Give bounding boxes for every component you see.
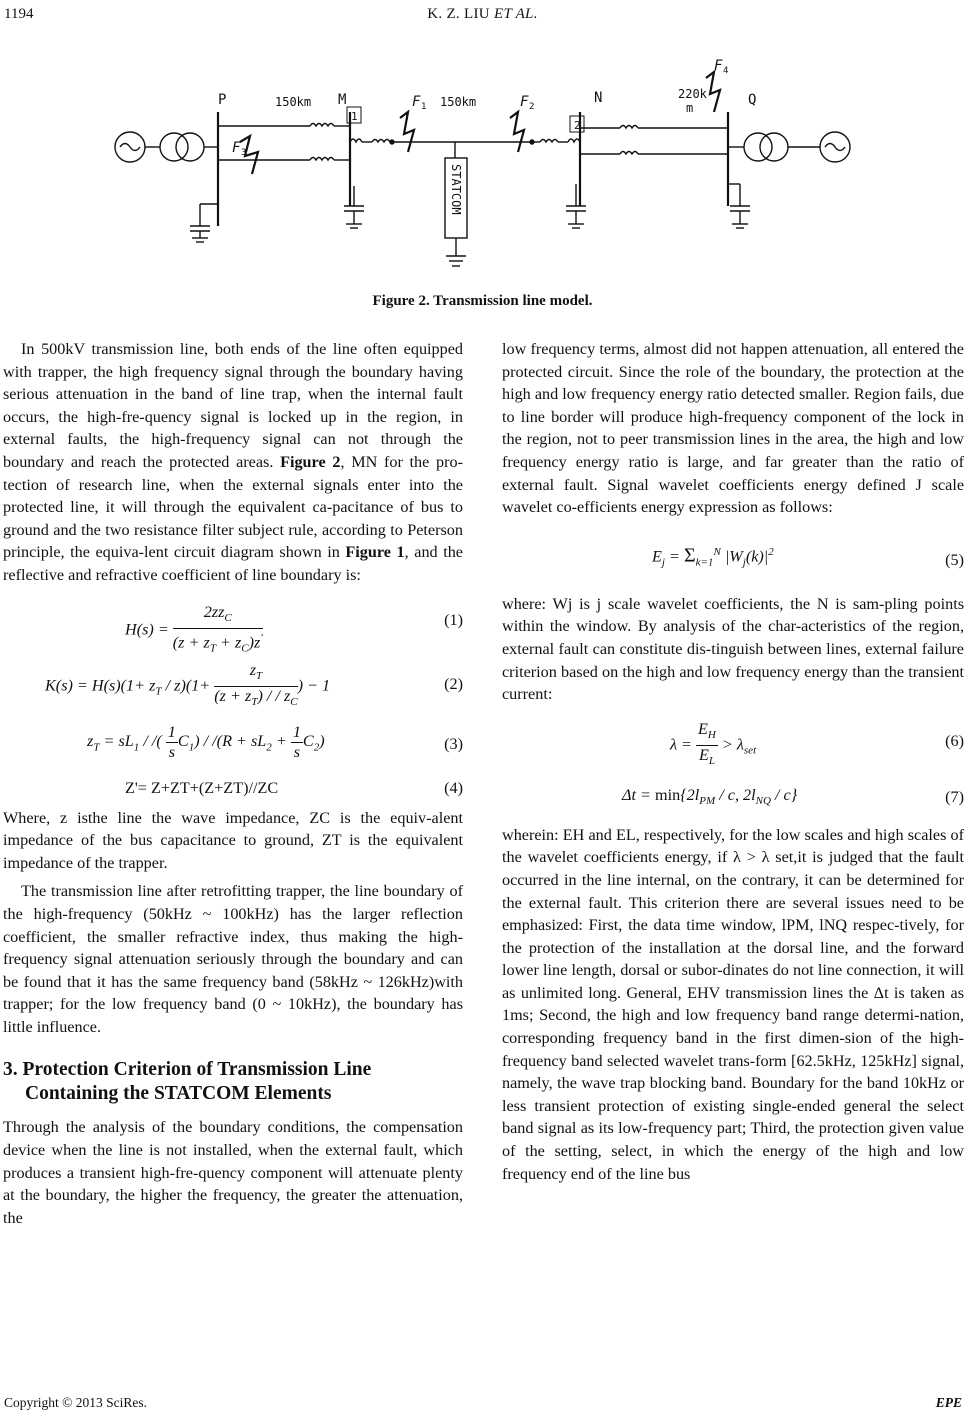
running-head-authors: K. Z. LIU [427, 6, 490, 22]
left-column [3, 338, 463, 1229]
label-statcom: STATCOM [449, 164, 463, 215]
label-f1-sub: 1 [421, 102, 427, 112]
label-f2: F [520, 94, 529, 110]
label-n: N [594, 90, 603, 106]
label-f4-sub: 4 [723, 66, 729, 76]
label-f1: F [412, 94, 421, 110]
running-head [0, 6, 965, 23]
equation-2: $K(s) = H(s)(1+ z_T / z)(1+$ $\frac{z_T}{(z + z_T) / / z_C}$ ) − 1 (2) [45, 660, 463, 708]
right-paragraph-1: low frequency terms, almost did not happen attenuation, all entered the protected circuit. Since the role of the boundary, the protection at the high and low frequency energy ratio detected smaller. Region fails, due to line border will produce high-frequency component of the lock in the region, not to peer transmission lines in the area, the high and low frequency energy ratio is large, and far greater than the ratio of external fault. Signal wavelet coefficients energy defined J scale wavelet co-efficients energy expression as follows: [502, 340, 964, 517]
label-box-1: 1 [351, 110, 358, 123]
label-mn-length: 150km [440, 95, 477, 109]
copyright: Copyright © 2013 SciRes. [4, 1395, 148, 1410]
label-f3: F [232, 140, 241, 156]
label-nq-length-a: 220k [678, 87, 707, 101]
label-f2-sub: 2 [529, 102, 535, 112]
right-paragraph-3: wherein: EH and EL, respectively, for the low scales and high scales of the wavelet coefficients energy, if λ > λ set,it is judged that the fault occurred in the line internal, on the contrary, it can be determined for the external fault. This criterion there are several issues need to be emphasized: First, the data time window, lPM, lNQ respec-tively, for the protection of the installation at the dorsal line, and the forward lower line length, dorsal or subor-dinates do not line connection, it will as unlimited long. General, EHV transmission lines the Δt is taken as 1ms; Second, the high and low frequency band range determi-nation, corresponding frequency band in the first dimen-sion of the high-frequency band selected wavelet trans-form [62.5kHz, 125kHz] signal, namely, the wave trap blocking band. Boundary for the band 10kHz or less transient protection of existing single-ended general the select band signal as its low-frequency part; Third, the protection given value of the setting, select, in which the energy of the high and low frequency end of the line bus [502, 825, 964, 1183]
left-paragraph-1: In 500kV transmission line, both ends of the line often equipped with trapper, the high frequency signal through the boundary having serious attenuation in the band of line trap, when the internal fault occurs, the high-fre-quency signal is locked up in the region, in external faults, the high-frequency signal can not through the boundary and reach the protected areas. Figure 2, MN for the pro-tection of research line, when the external signals enter into the protected line, it will through the equivalent ca-pacitance of bus to ground and the two resistance filter subject rule, according to Peterson principle, the equiva-lent circuit diagram shown in Figure 1, and the reflective and refractive coefficient of line boundary is: [3, 340, 464, 584]
journal-name: EPE [935, 1395, 962, 1410]
label-pm-length: 150km [275, 95, 312, 109]
equation-1: H(s) = $\frac{2zz_C}{(z + z_T + z_C)z'}$ (1) [125, 602, 463, 655]
left-paragraph-2: Where, z isthe line the wave impedance, ZC is the equiv-alent impedance of the bus capacitance to ground, ZT is the equivalent impedance of the trapper. [3, 808, 463, 872]
left-paragraph-3: The transmission line after retrofitting trapper, the line boundary of the high-frequency (50kHz ~ 100kHz) has the larger reflection coefficient, the smaller refractive index, thus making the high-frequency signal attenuation seriously through the boundary and can be found that it has the same frequency band (58kHz ~ 126kHz)with trapper; for the low frequency band (0 ~ 10kHz), the boundary has little influence. [3, 882, 463, 1036]
equation-5: $E_j = \Sigma_{k=1}^N$ $|W_j(k)|^2$ (5) [652, 544, 964, 569]
page-number: 1194 [4, 6, 34, 22]
right-paragraph-2: where: Wj is j scale wavelet coefficients, the N is sam-pling points within the window. By analysis of the char-acteristics of the region, external fault can constitute dis-tinguish between lines, external failure criterion based on the high and low frequency energy than the transient current: [502, 594, 964, 704]
fault-f4-symbol [706, 72, 720, 112]
section-3-heading: 3. Protection Criterion of Transmission Line Containing the STATCOM Elements [3, 1059, 372, 1105]
fault-f2-symbol [510, 112, 524, 152]
transmission-line-diagram [100, 56, 880, 284]
right-column [502, 338, 964, 1185]
label-f4: F [714, 58, 723, 74]
equation-4: Z'= Z+ZT+(Z+ZT)//ZC (4) [125, 778, 463, 797]
figure-2-ref: Figure 2 [280, 452, 341, 471]
label-p: P [218, 92, 227, 108]
figure-1-ref: Figure 1 [345, 543, 405, 562]
running-head-et-al: ET AL. [493, 6, 538, 22]
page-header [0, 6, 965, 32]
label-q: Q [748, 92, 757, 108]
label-nq-length-b: m [686, 101, 694, 115]
figure-caption: Figure 2. Transmission line model. [372, 293, 593, 309]
left-paragraph-4: Through the analysis of the boundary conditions, the compensation device when the line is not installed, when the external fault, which produces a transient high-fre-quency component will attenuate plenty at the boundary, the higher the frequency, the greater the attenuation, the [3, 1118, 463, 1227]
label-box-2: 2 [574, 119, 581, 132]
label-m: M [338, 92, 347, 108]
fault-f1-symbol [400, 112, 414, 152]
equation-3: $z_T = sL_1$ / /( $\frac{1}{s}$ $C_1) / /(R + sL_2$ + $\frac{1}{s}$ $C_2$) (3) [87, 722, 463, 761]
label-f3-sub: 3 [241, 148, 247, 158]
equation-7: $\Delta t = \min\{2l_{PM} / c$, $2l_{NQ} / c$} (7) [622, 785, 964, 807]
equation-6: λ = $\frac{E_H}{E_L}$ > $\lambda_{set}$ (6) [670, 719, 964, 768]
